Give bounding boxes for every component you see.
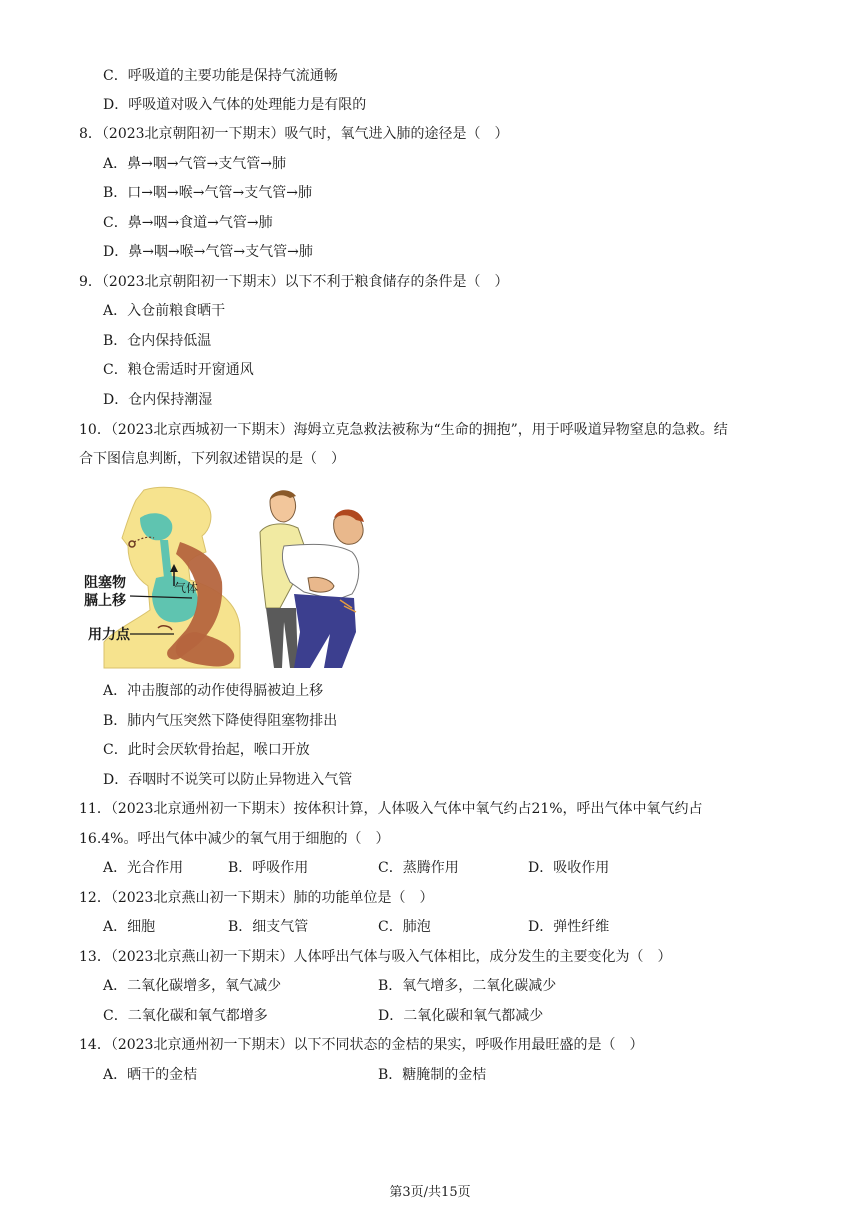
question-10-stem-line1: 10．（2023北京西城初一下期末）海姆立克急救法被称为“生命的拥抱”，用于呼吸道异物窒息的急救。结 (79, 422, 728, 438)
question-14-stem: 14．（2023北京通州初一下期末）以下不同状态的金桔的果实，呼吸作用最旺盛的是（ ） (79, 1037, 644, 1053)
option-d: D．呼吸道对吸入气体的处理能力是有限的 (103, 97, 367, 113)
question-13-option-d: D．二氧化碳和氧气都减少 (378, 1008, 544, 1024)
question-11-stem-line2: 16.4%。呼出气体中减少的氧气用于细胞的（ ） (79, 831, 390, 847)
page-number: 第3页/共15页 (389, 1185, 471, 1200)
question-11-option-a: A．光合作用 (103, 860, 184, 876)
question-9-option-c: C．粮仓需适时开窗通风 (103, 362, 254, 378)
force-point-label: 用力点 (88, 627, 130, 643)
question-10-stem-line2: 合下图信息判断，下列叙述错误的是（ ） (79, 451, 345, 467)
option-c: C．呼吸道的主要功能是保持气流通畅 (103, 68, 338, 84)
question-10-option-d: D．吞咽时不说笑可以防止异物进入气管 (103, 772, 353, 788)
question-10-option-c: C．此时会厌软骨抬起，喉口开放 (103, 742, 310, 758)
question-11-option-c: C．蒸腾作用 (378, 860, 459, 876)
question-14-option-a: A．晒干的金桔 (103, 1067, 198, 1083)
heimlich-maneuver-figure (84, 482, 370, 670)
question-9-option-b: B．仓内保持低温 (103, 333, 212, 349)
question-11-stem-line1: 11．（2023北京通州初一下期末）按体积计算，人体吸入气体中氧气约占21%，呼出气体中氧气约占 (79, 801, 703, 817)
question-8-option-d: D．鼻→咽→喉→气管→支气管→肺 (103, 244, 313, 260)
question-8-stem: 8．（2023北京朝阳初一下期末）吸气时，氧气进入肺的途径是（ ） (79, 126, 509, 142)
question-8-option-c: C．鼻→咽→食道→气管→肺 (103, 215, 273, 231)
question-12-option-d: D．弹性纤维 (528, 919, 610, 935)
gas-label: 气体 (174, 581, 199, 595)
question-13-stem: 13．（2023北京燕山初一下期末）人体呼出气体与吸入气体相比，成分发生的主要变化为（ ） (79, 949, 672, 965)
question-12-option-a: A．细胞 (103, 919, 156, 935)
diaphragm-up-label: 膈上移 (84, 593, 126, 609)
question-13-option-b: B．氧气增多，二氧化碳减少 (378, 978, 557, 994)
question-12-option-c: C．肺泡 (378, 919, 431, 935)
question-9-option-d: D．仓内保持潮湿 (103, 392, 213, 408)
question-11-option-d: D．吸收作用 (528, 860, 610, 876)
question-10-option-b: B．肺内气压突然下降使得阻塞物排出 (103, 713, 338, 729)
question-11-option-b: B．呼吸作用 (228, 860, 309, 876)
question-10-option-a: A．冲击腹部的动作使得膈被迫上移 (103, 683, 324, 699)
question-9-stem: 9．（2023北京朝阳初一下期末）以下不利于粮食储存的条件是（ ） (79, 274, 509, 290)
obstruction-label: 阻塞物 (84, 575, 126, 591)
question-14-option-b: B．糖腌制的金桔 (378, 1067, 487, 1083)
question-8-option-a: A．鼻→咽→气管→支气管→肺 (103, 156, 287, 172)
question-12-option-b: B．细支气管 (228, 919, 309, 935)
question-8-option-b: B．口→咽→喉→气管→支气管→肺 (103, 185, 312, 201)
question-9-option-a: A．入仓前粮食晒干 (103, 303, 226, 319)
question-13-option-c: C．二氧化碳和氧气都增多 (103, 1008, 268, 1024)
question-13-option-a: A．二氧化碳增多，氧气减少 (103, 978, 282, 994)
question-12-stem: 12．（2023北京燕山初一下期末）肺的功能单位是（ ） (79, 890, 434, 906)
